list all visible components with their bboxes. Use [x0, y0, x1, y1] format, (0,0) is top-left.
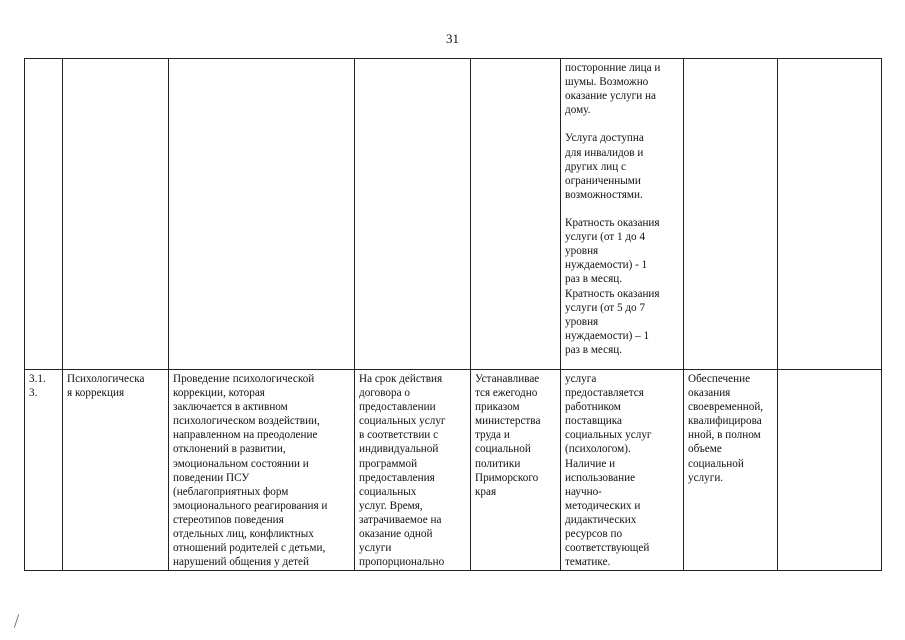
cell-duration	[355, 59, 471, 370]
cell-quality: Обеспечение оказания своевременной, квалифицирова нной, в полном объеме социальной услуги.	[684, 370, 778, 571]
cell-duration: На срок действия договора о предоставлении социальных услуг в соответствии с индивидуальной программой предоставления социальных услуг. Время, затрачиваемое на оказание одной услуги пропорционально	[355, 370, 471, 571]
cell-description: Проведение психологической коррекции, которая заключается в активном психологическом воздействии, направленном на преодоление отклонений в развитии, эмоциональном состоянии и поведении ПСУ (неблагоприятных форм эмоционального реагирования и стереотипов поведения отдельных лиц, конфликтных отношений родителей с детьми, нарушений общения у детей	[169, 370, 355, 571]
cell-conditions: посторонние лица и шумы. Возможно оказание услуги на дому. Услуга доступна для инвалидов и других лиц с ограниченными возможностями. Кратность оказания услуги (от 1 до 4 уровня нуждаемости) - 1 раз в месяц. Кратность оказания услуги (от 5 до 7 уровня нуждаемости) – 1 раз в месяц.	[561, 59, 684, 370]
cell-tariff	[471, 59, 561, 370]
cell-description	[169, 59, 355, 370]
table-row	[25, 370, 882, 571]
page-number: 31	[446, 31, 459, 46]
cell-number	[25, 59, 63, 370]
cell-extra	[778, 59, 882, 370]
services-table	[24, 58, 882, 571]
cell-number: 3.1. 3.	[25, 370, 63, 571]
cell-quality	[684, 59, 778, 370]
cell-conditions: услуга предоставляется работником поставщика социальных услуг (психологом). Наличие и использование научно- методических и дидактических ресурсов по соответствующей тематике.	[561, 370, 684, 571]
table-row	[25, 59, 882, 370]
cell-tariff: Устанавливае тся ежегодно приказом министерства труда и социальной политики Приморского края	[471, 370, 561, 571]
cell-service-name	[63, 59, 169, 370]
cell-service-name: Психологическа я коррекция	[63, 370, 169, 571]
pen-stroke-mark	[14, 614, 19, 628]
cell-extra	[778, 370, 882, 571]
